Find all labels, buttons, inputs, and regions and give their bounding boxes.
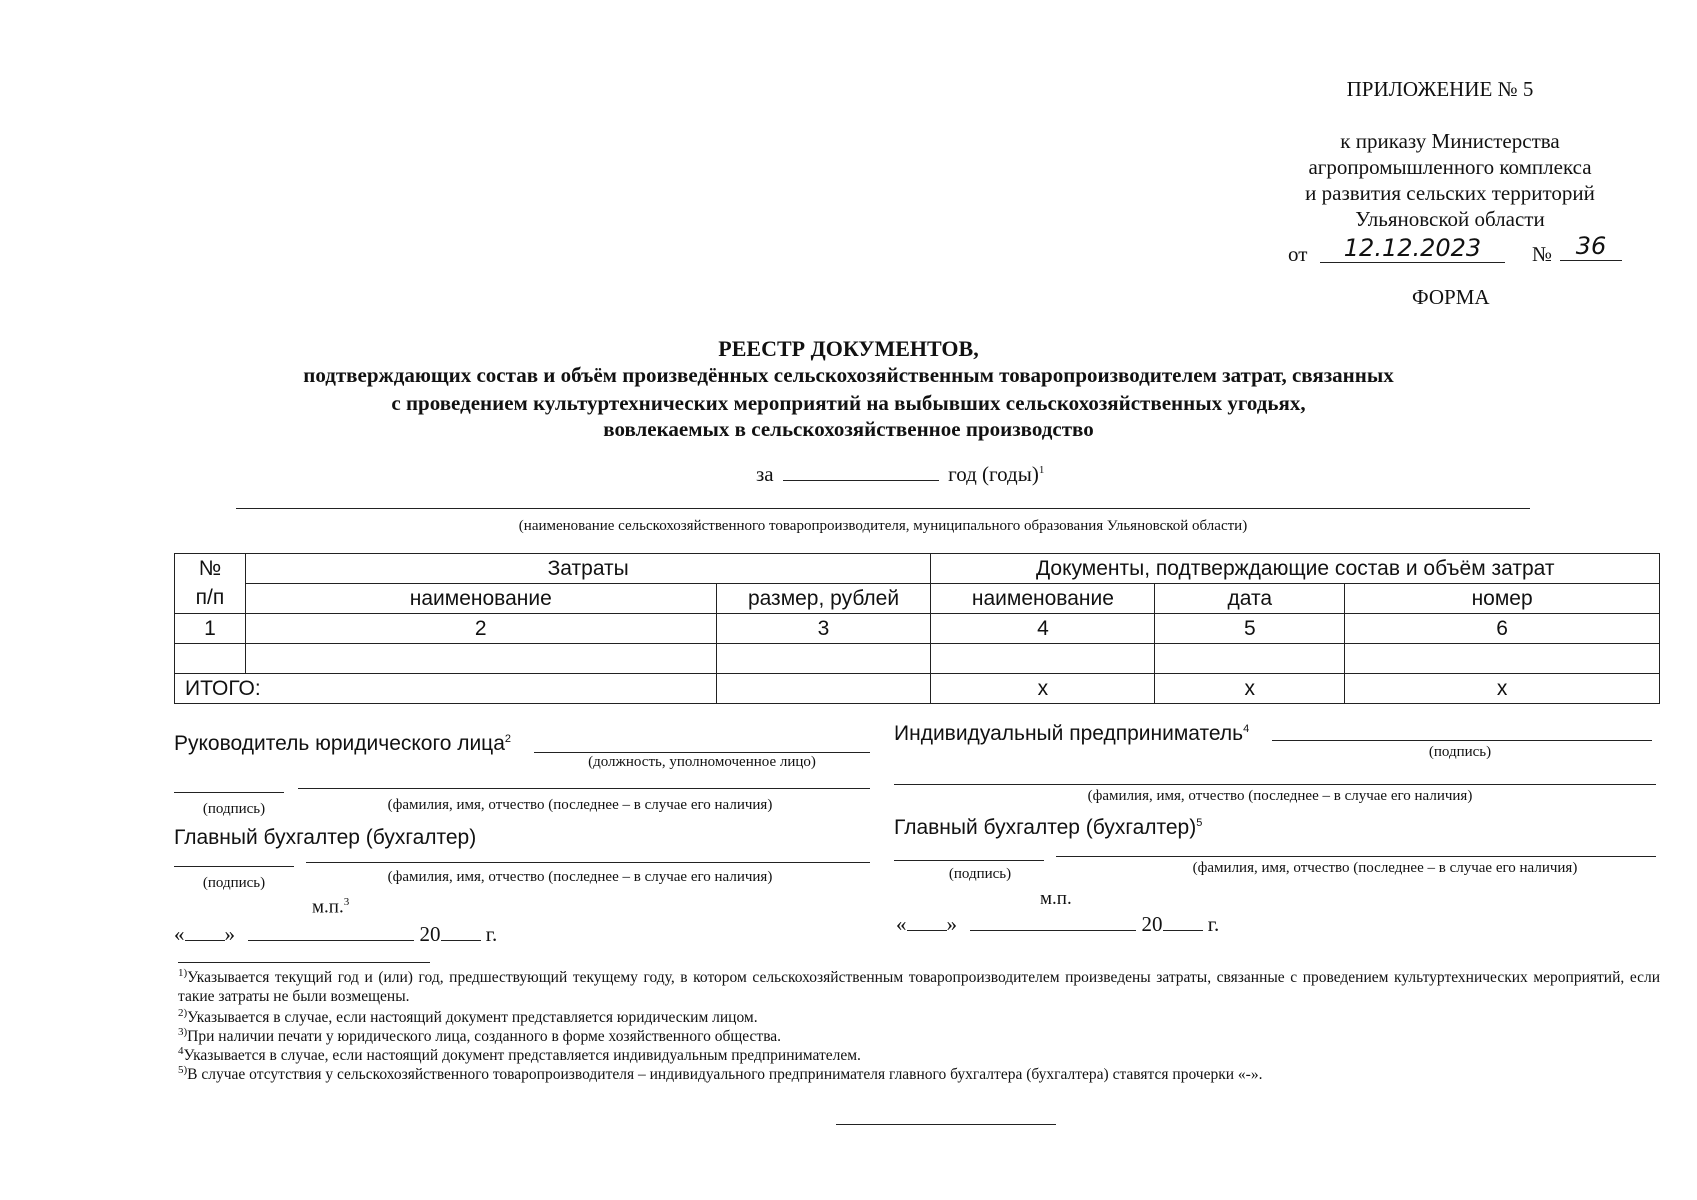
total-x-mark: х: [1155, 674, 1345, 704]
position-caption: (должность, уполномоченное лицо): [588, 754, 816, 770]
year-line: [756, 462, 1044, 487]
title-line-3: с проведением культуртехнических мероприятий на выбывших сельскохозяйственных угодьях,: [391, 391, 1306, 415]
year-suffix-right: г.: [1207, 912, 1220, 936]
table-cell[interactable]: [716, 644, 931, 674]
header-documents: Документы, подтверждающие состав и объём затрат: [931, 554, 1660, 584]
order-reference: [1270, 128, 1630, 232]
position-line[interactable]: [534, 752, 870, 753]
footnote-2-text: Указывается в случае, если настоящий документ представляется юридическим лицом.: [187, 1009, 758, 1027]
mp-text: м.п.: [312, 896, 344, 918]
head-legal-entity-label: [174, 732, 511, 756]
seal-place-left: [312, 896, 349, 918]
col-num-5: 5: [1155, 614, 1345, 644]
chief-accountant-right-label: [894, 816, 1202, 840]
header-cost-name: наименование: [245, 584, 716, 614]
appendix-label: ПРИЛОЖЕНИЕ № 5: [1346, 77, 1534, 101]
table-row-column-numbers: [175, 614, 1660, 644]
producer-name-line[interactable]: [236, 508, 1530, 509]
closing-rule: [836, 1124, 1056, 1125]
year-prefix: за: [756, 462, 774, 486]
chief-left-sign-caption: (подпись): [202, 875, 266, 891]
order-date-handwritten: 12.12.2023: [1320, 234, 1505, 263]
footnote-2-num: 2): [178, 1007, 188, 1019]
day-blank[interactable]: [907, 930, 947, 931]
title-line-4: вовлекаемых в сельскохозяйственное производство: [603, 417, 1094, 441]
total-label: ИТОГО:: [175, 674, 717, 704]
ip-signature-line[interactable]: [1272, 740, 1652, 741]
header-doc-number: номер: [1345, 584, 1660, 614]
table-cell[interactable]: [175, 644, 246, 674]
title-line-2: подтверждающих состав и объём произведённых сельскохозяйственным товаропроизводителем затрат, связанных: [303, 363, 1394, 387]
producer-caption: (наименование сельскохозяйственного товаропроизводителя, муниципального образования Ульяновской области): [518, 518, 1248, 534]
footnote-ref-1: 1: [1038, 464, 1045, 476]
total-x-mark: х: [1345, 674, 1660, 704]
table-row: [175, 644, 1660, 674]
header-num: №: [175, 554, 246, 584]
footnote-4-text: Указывается в случае, если настоящий документ представляется индивидуальным предпринимателем.: [183, 1047, 861, 1065]
footnote-1-num: 1): [178, 967, 188, 979]
header-doc-name: наименование: [931, 584, 1155, 614]
head-fio-line[interactable]: [298, 788, 870, 789]
footnote-5: [178, 1061, 1660, 1084]
ip-sign-caption: (подпись): [1428, 744, 1492, 760]
footnote-3-num: 3): [178, 1026, 188, 1038]
footnote-ref-4: 4: [1243, 723, 1250, 735]
chief-right-sign-caption: (подпись): [948, 866, 1012, 882]
quote-open: «: [174, 922, 185, 946]
quote-open: «: [896, 912, 907, 936]
from-label: от: [1288, 242, 1308, 266]
order-line-4: Ульяновской области: [1355, 207, 1545, 231]
ip-label-text: Индивидуальный предприниматель: [894, 722, 1244, 745]
head-label-text: Руководитель юридического лица: [174, 732, 505, 755]
col-num-2: 2: [245, 614, 716, 644]
registry-table: [174, 553, 1660, 704]
footnote-1: [178, 964, 1660, 1006]
footnote-separator: [178, 962, 430, 963]
table-total-row: [175, 674, 1660, 704]
footnote-5-num: 5): [178, 1064, 188, 1076]
month-blank[interactable]: [970, 930, 1136, 931]
day-blank[interactable]: [185, 940, 225, 941]
year-prefix-right: 20: [1141, 912, 1163, 936]
date-line-left: [174, 922, 497, 947]
order-line-3: и развития сельских территорий: [1305, 181, 1595, 205]
table-cell[interactable]: [1345, 644, 1660, 674]
year-blank-right[interactable]: [1163, 930, 1203, 931]
chief-right-signature-line[interactable]: [894, 860, 1044, 861]
order-line-2: агропромышленного комплекса: [1308, 155, 1592, 179]
footnote-ref-3: 3: [343, 896, 350, 908]
ip-fio-caption: (фамилия, имя, отчество (последнее – в случае его наличия): [1087, 788, 1473, 804]
header-cost-size: размер, рублей: [716, 584, 931, 614]
seal-place-right: м.п.: [1040, 888, 1072, 909]
header-pp: п/п: [175, 584, 246, 614]
footnote-5-text: В случае отсутствия у сельскохозяйственного товаропроизводителя – индивидуального предпринимателя главного бухгалтера (бухгалтера) ставятся прочерки «-».: [187, 1066, 1263, 1084]
head-signature-line[interactable]: [174, 792, 284, 793]
chief-accountant-left-label: Главный бухгалтер (бухгалтер): [174, 826, 477, 849]
footnote-4-num: 4: [178, 1045, 184, 1057]
order-number-handwritten: 36: [1560, 232, 1622, 261]
col-num-4: 4: [931, 614, 1155, 644]
table-header-row-2: [175, 584, 1660, 614]
year-blank-left[interactable]: [441, 940, 481, 941]
table-cell[interactable]: [931, 644, 1155, 674]
col-num-1: 1: [175, 614, 246, 644]
chief-left-fio-line[interactable]: [306, 862, 870, 863]
header-doc-date: дата: [1155, 584, 1345, 614]
total-amount-cell[interactable]: [716, 674, 931, 704]
head-fio-caption: (фамилия, имя, отчество (последнее – в случае его наличия): [387, 797, 773, 813]
year-suffix: год (годы): [948, 462, 1039, 486]
form-label: ФОРМА: [1412, 285, 1490, 309]
footnote-3-text: При наличии печати у юридического лица, созданного в форме хозяйственного общества.: [187, 1028, 782, 1046]
chief-right-label-text: Главный бухгалтер (бухгалтер): [894, 816, 1197, 839]
order-date-line: [1288, 232, 1628, 268]
month-blank[interactable]: [248, 940, 414, 941]
footnote-ref-2: 2: [504, 733, 512, 745]
table-cell[interactable]: [1155, 644, 1345, 674]
chief-right-fio-line[interactable]: [1056, 856, 1656, 857]
total-x-mark: х: [931, 674, 1155, 704]
footnote-1-text: Указывается текущий год и (или) год, предшествующий текущему году, в котором сельскохозяйственным товаропроизводителем произведены затраты, связанные с проведением культуртехнических мероприятий, если такие затраты не были возмещены.: [178, 969, 1660, 1006]
footnote-ref-5: 5: [1196, 817, 1203, 829]
order-line-1: к приказу Министерства: [1340, 129, 1560, 153]
date-line-right: [896, 912, 1219, 937]
col-num-6: 6: [1345, 614, 1660, 644]
chief-right-fio-caption: (фамилия, имя, отчество (последнее – в случае его наличия): [1192, 860, 1578, 876]
year-blank[interactable]: [783, 480, 939, 481]
ip-label: [894, 722, 1249, 746]
document-title: РЕЕСТР ДОКУМЕНТОВ,: [718, 336, 979, 361]
quote-close: »: [224, 922, 235, 946]
chief-left-fio-caption: (фамилия, имя, отчество (последнее – в случае его наличия): [387, 869, 773, 885]
table-cell[interactable]: [245, 644, 716, 674]
ip-fio-line[interactable]: [894, 784, 1656, 785]
quote-close: »: [946, 912, 957, 936]
head-sign-caption: (подпись): [202, 801, 266, 817]
table-header-row-1: [175, 554, 1660, 584]
year-prefix-left: 20: [419, 922, 441, 946]
number-label: №: [1532, 242, 1553, 266]
col-num-3: 3: [716, 614, 931, 644]
header-costs: Затраты: [245, 554, 931, 584]
chief-left-signature-line[interactable]: [174, 866, 294, 867]
year-suffix-left: г.: [485, 922, 498, 946]
